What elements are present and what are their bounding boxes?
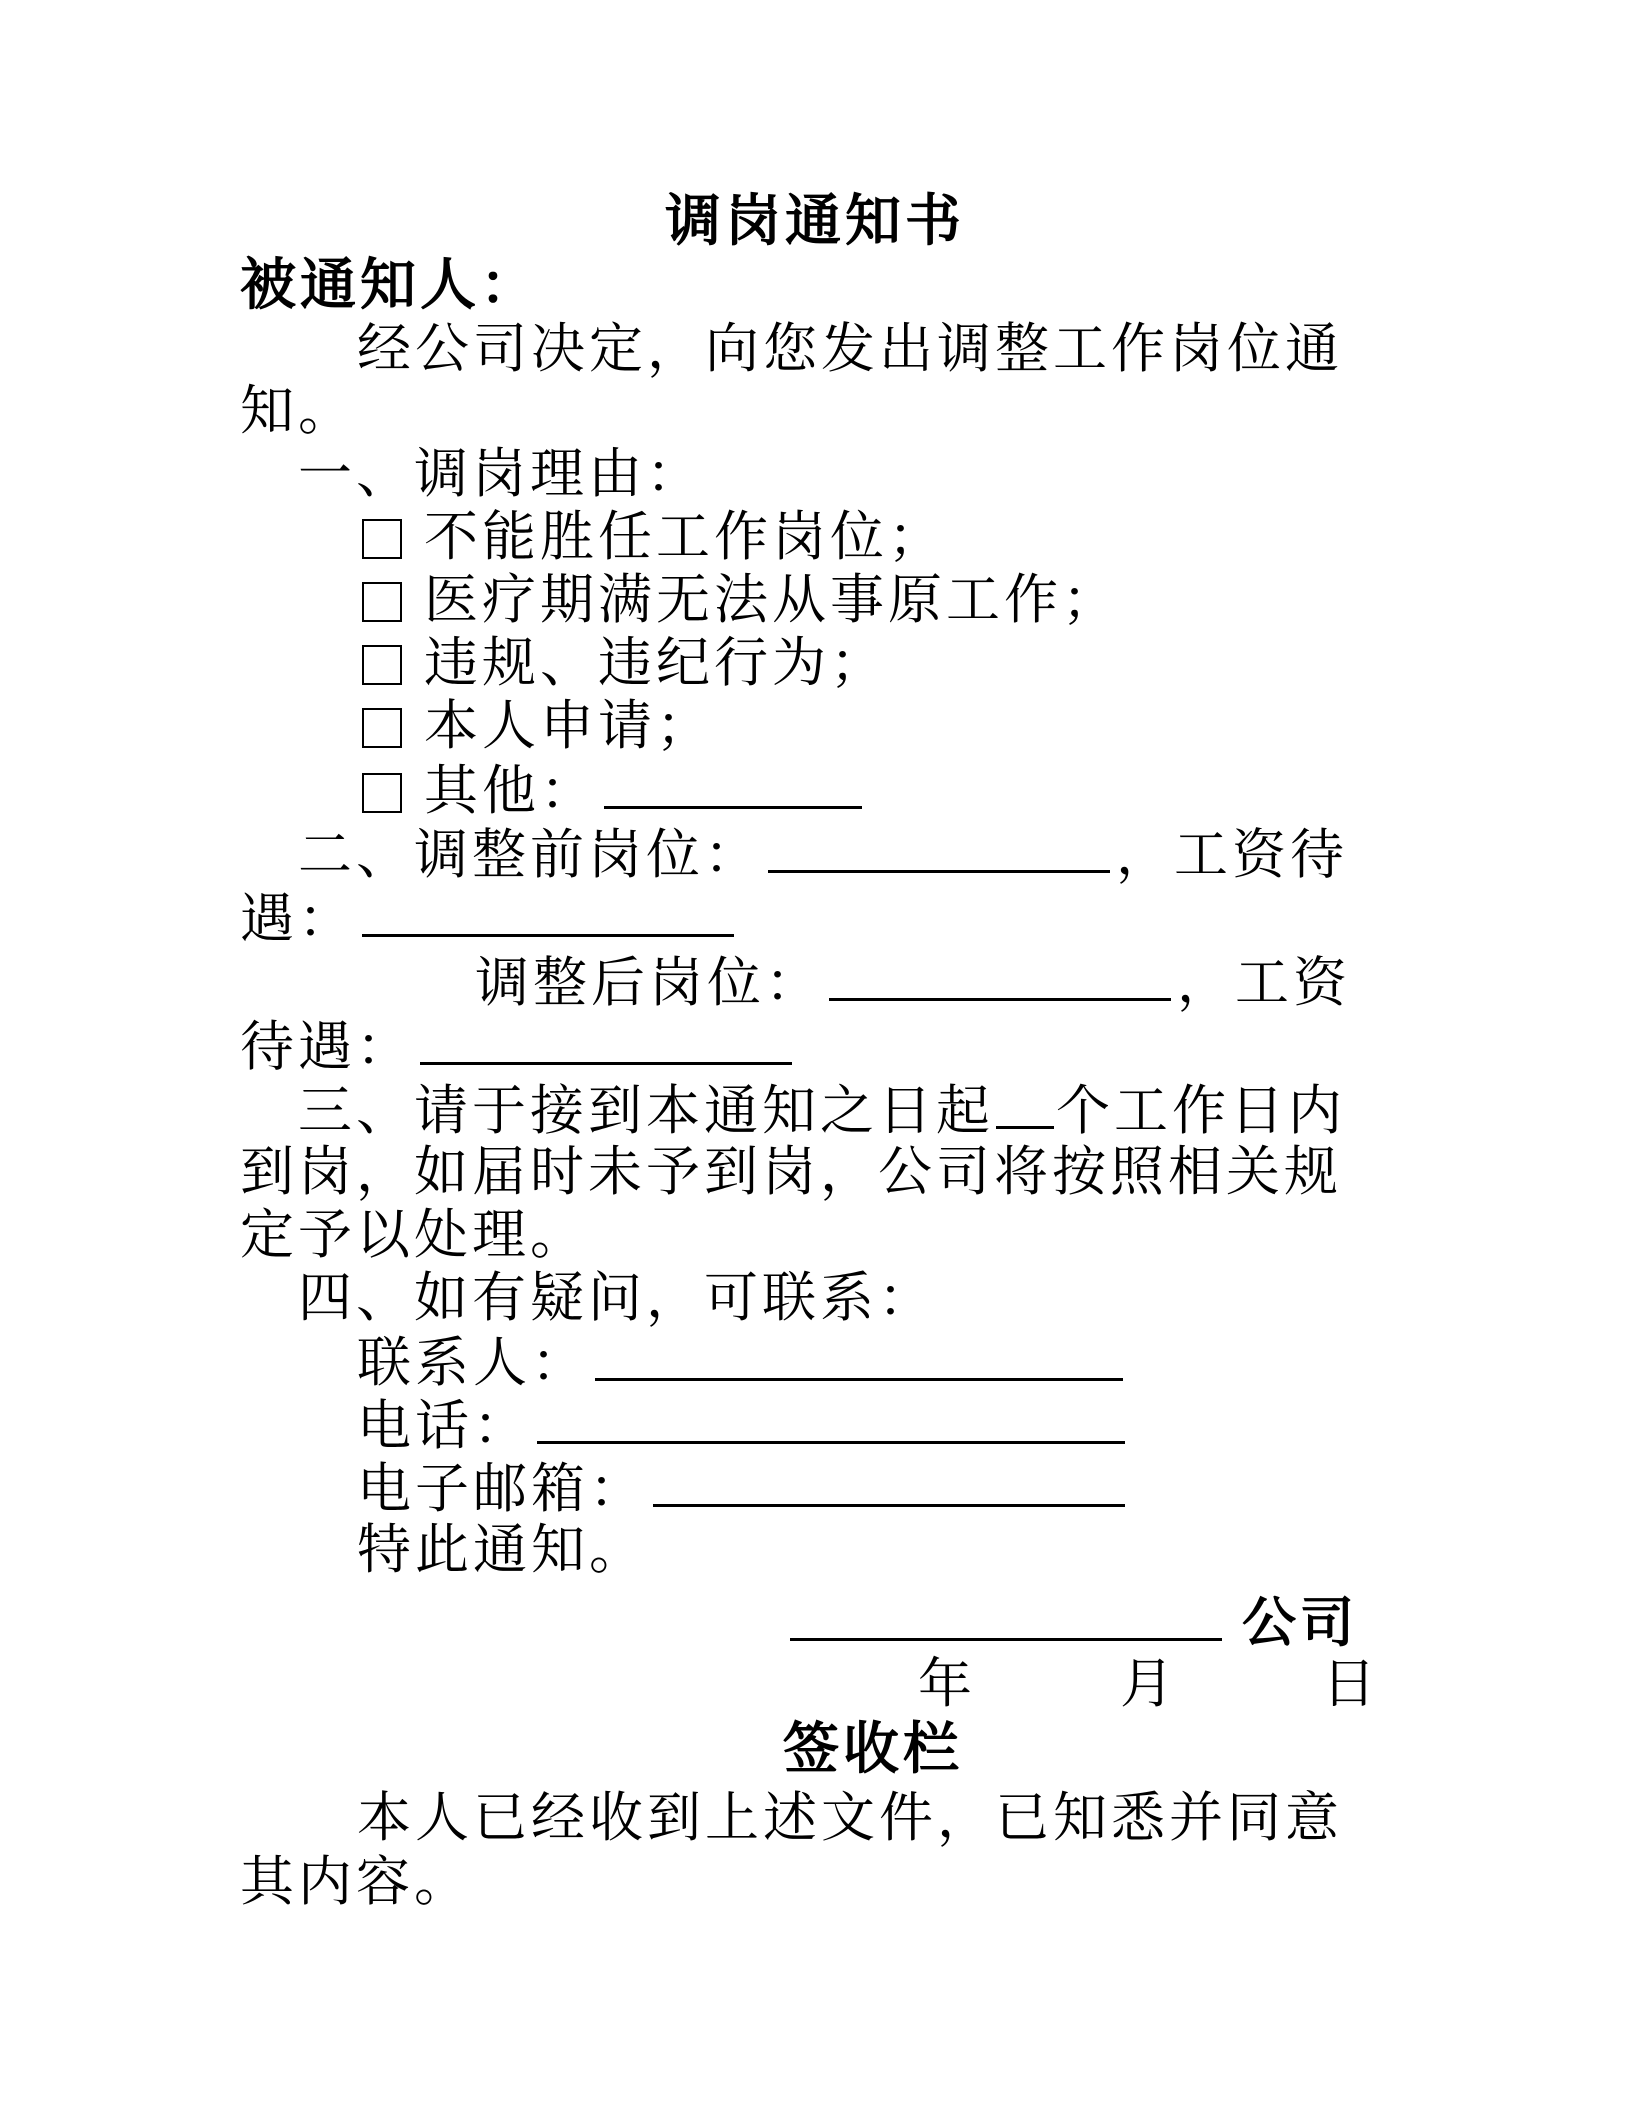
reason-option-label: 违规、违纪行为； <box>424 631 888 694</box>
reason-option-1[interactable] <box>362 506 946 568</box>
salary-after-line <box>240 1014 798 1076</box>
checkbox[interactable] <box>362 708 402 748</box>
salary-after-label-2: 待遇： <box>240 1015 414 1078</box>
position-before-blank[interactable] <box>768 822 1110 873</box>
salary-after-label: ，工资 <box>1177 951 1351 1014</box>
salary-before-line <box>240 886 740 948</box>
company-signature-line <box>784 1590 1358 1652</box>
reason-option-label: 本人申请； <box>424 694 714 757</box>
position-before-label: 二、调整前岗位： <box>298 823 762 886</box>
reason-option-3[interactable] <box>362 632 888 694</box>
intro-line-1: 经公司决定，向您发出调整工作岗位通 <box>357 317 1343 380</box>
phone-line <box>357 1393 1131 1455</box>
email-line <box>357 1456 1131 1518</box>
salary-before-blank[interactable] <box>362 886 734 937</box>
section1-heading: 一、调岗理由： <box>298 442 704 505</box>
reason-option-4[interactable] <box>362 695 714 757</box>
email-blank[interactable] <box>653 1456 1125 1507</box>
salary-before-label-2: 遇： <box>240 887 356 950</box>
day-label: 日 <box>1322 1652 1380 1715</box>
recipient-label: 被通知人： <box>240 252 540 318</box>
reason-option-label: 医疗期满无法从事原工作； <box>424 568 1120 631</box>
checkbox[interactable] <box>362 519 402 559</box>
reason-option-label: 其他： <box>424 759 598 822</box>
position-after-line <box>475 950 1351 1012</box>
position-after-label: 调整后岗位： <box>475 951 823 1014</box>
intro-line-2: 知。 <box>240 379 356 442</box>
section3-line-2: 到岗，如届时未予到岗，公司将按照相关规 <box>240 1140 1342 1203</box>
other-reason-blank[interactable] <box>604 758 862 809</box>
closing-text: 特此通知。 <box>357 1518 647 1581</box>
salary-before-label: ，工资待 <box>1116 823 1348 886</box>
checkbox[interactable] <box>362 582 402 622</box>
date-line <box>0 1653 1632 1715</box>
company-label: 公司 <box>1242 1590 1358 1654</box>
contact-label: 联系人： <box>357 1331 589 1394</box>
phone-label: 电话： <box>357 1394 531 1457</box>
position-before-line <box>298 822 1348 884</box>
receipt-line-2: 其内容。 <box>240 1850 472 1913</box>
salary-after-blank[interactable] <box>420 1014 792 1065</box>
reason-option-label: 不能胜任工作岗位； <box>424 505 946 568</box>
reason-option-5[interactable] <box>362 758 868 820</box>
position-after-blank[interactable] <box>829 950 1171 1001</box>
month-label: 月 <box>1120 1652 1178 1715</box>
workdays-blank[interactable] <box>996 1078 1054 1129</box>
phone-blank[interactable] <box>537 1393 1125 1444</box>
checkbox[interactable] <box>362 773 402 813</box>
year-label: 年 <box>918 1652 976 1715</box>
page-title: 调岗通知书 <box>665 188 965 254</box>
section3-text-a: 三、请于接到本通知之日起 <box>298 1079 994 1142</box>
reason-option-2[interactable] <box>362 569 1120 631</box>
company-name-blank[interactable] <box>790 1590 1222 1641</box>
email-label: 电子邮箱： <box>357 1457 647 1520</box>
receipt-heading: 签收栏 <box>783 1716 963 1782</box>
contact-line <box>357 1330 1129 1392</box>
section4-heading: 四、如有疑问，可联系： <box>298 1266 936 1329</box>
section3-line-1 <box>298 1078 1346 1140</box>
receipt-line-1: 本人已经收到上述文件，已知悉并同意 <box>357 1786 1343 1849</box>
section3-text-b: 个工作日内 <box>1056 1079 1346 1142</box>
section3-line-3: 定予以处理。 <box>240 1203 588 1266</box>
checkbox[interactable] <box>362 645 402 685</box>
contact-blank[interactable] <box>595 1330 1123 1381</box>
